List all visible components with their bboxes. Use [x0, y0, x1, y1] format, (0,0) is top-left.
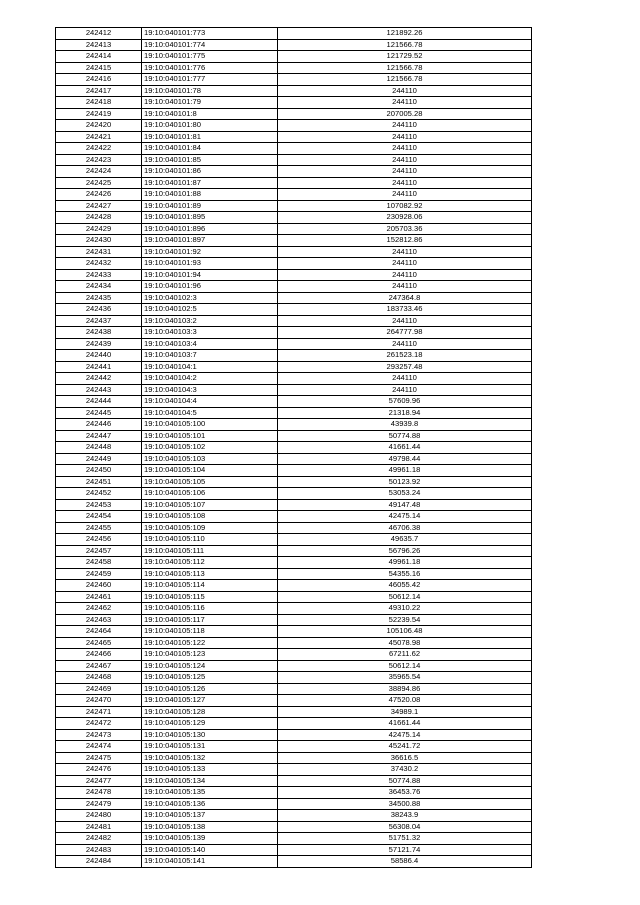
cadastral-value-cell: 49961.18 — [278, 557, 532, 569]
row-number-cell: 242438 — [56, 327, 142, 339]
cadastral-number-cell: 19:10:040104:2 — [142, 373, 278, 385]
cadastral-value-cell: 105106.48 — [278, 626, 532, 638]
cadastral-number-cell: 19:10:040101:93 — [142, 258, 278, 270]
row-number-cell: 242432 — [56, 258, 142, 270]
cadastral-number-cell: 19:10:040105:110 — [142, 534, 278, 546]
cadastral-number-cell: 19:10:040105:128 — [142, 706, 278, 718]
row-number-cell: 242426 — [56, 189, 142, 201]
row-number-cell: 242416 — [56, 74, 142, 86]
table-row — [56, 568, 532, 580]
row-number-cell: 242453 — [56, 499, 142, 511]
row-number-cell: 242427 — [56, 200, 142, 212]
cadastral-value-cell: 34500.88 — [278, 798, 532, 810]
row-number-cell: 242465 — [56, 637, 142, 649]
row-number-cell: 242463 — [56, 614, 142, 626]
cadastral-number-cell: 19:10:040105:137 — [142, 810, 278, 822]
cadastral-number-cell: 19:10:040101:897 — [142, 235, 278, 247]
table-row — [56, 545, 532, 557]
cadastral-value-cell: 244110 — [278, 338, 532, 350]
cadastral-value-cell: 244110 — [278, 131, 532, 143]
cadastral-number-cell: 19:10:040105:141 — [142, 856, 278, 868]
row-number-cell: 242447 — [56, 430, 142, 442]
row-number-cell: 242421 — [56, 131, 142, 143]
table-row — [56, 695, 532, 707]
cadastral-value-cell: 41661.44 — [278, 718, 532, 730]
table-body — [56, 28, 532, 868]
cadastral-number-cell: 19:10:040105:115 — [142, 591, 278, 603]
row-number-cell: 242422 — [56, 143, 142, 155]
row-number-cell: 242470 — [56, 695, 142, 707]
cadastral-number-cell: 19:10:040101:78 — [142, 85, 278, 97]
table-row — [56, 557, 532, 569]
table-row — [56, 649, 532, 661]
cadastral-number-cell: 19:10:040101:776 — [142, 62, 278, 74]
table-row — [56, 258, 532, 270]
cadastral-value-cell: 244110 — [278, 189, 532, 201]
row-number-cell: 242437 — [56, 315, 142, 327]
cadastral-value-cell: 38894.86 — [278, 683, 532, 695]
cadastral-value-cell: 46706.38 — [278, 522, 532, 534]
table-row — [56, 39, 532, 51]
cadastral-number-cell: 19:10:040105:106 — [142, 488, 278, 500]
cadastral-number-cell: 19:10:040105:133 — [142, 764, 278, 776]
row-number-cell: 242419 — [56, 108, 142, 120]
row-number-cell: 242450 — [56, 465, 142, 477]
cadastral-value-cell: 51751.32 — [278, 833, 532, 845]
cadastral-value-cell: 49310.22 — [278, 603, 532, 615]
table-row — [56, 108, 532, 120]
table-row — [56, 511, 532, 523]
cadastral-number-cell: 19:10:040104:4 — [142, 396, 278, 408]
table-row — [56, 407, 532, 419]
row-number-cell: 242464 — [56, 626, 142, 638]
table-row — [56, 856, 532, 868]
cadastral-value-cell: 50774.88 — [278, 775, 532, 787]
cadastral-number-cell: 19:10:040105:138 — [142, 821, 278, 833]
table-row — [56, 787, 532, 799]
cadastral-value-cell: 121729.52 — [278, 51, 532, 63]
cadastral-number-cell: 19:10:040101:88 — [142, 189, 278, 201]
cadastral-number-cell: 19:10:040105:103 — [142, 453, 278, 465]
table-row — [56, 235, 532, 247]
cadastral-value-cell: 38243.9 — [278, 810, 532, 822]
cadastral-number-cell: 19:10:040101:79 — [142, 97, 278, 109]
table-row — [56, 189, 532, 201]
row-number-cell: 242435 — [56, 292, 142, 304]
table-row — [56, 614, 532, 626]
table-row — [56, 212, 532, 224]
table-row — [56, 764, 532, 776]
row-number-cell: 242452 — [56, 488, 142, 500]
cadastral-number-cell: 19:10:040101:773 — [142, 28, 278, 40]
cadastral-value-cell: 121566.78 — [278, 39, 532, 51]
row-number-cell: 242431 — [56, 246, 142, 258]
row-number-cell: 242466 — [56, 649, 142, 661]
table-row — [56, 315, 532, 327]
row-number-cell: 242446 — [56, 419, 142, 431]
cadastral-number-cell: 19:10:040105:104 — [142, 465, 278, 477]
table-row — [56, 522, 532, 534]
table-row — [56, 177, 532, 189]
row-number-cell: 242461 — [56, 591, 142, 603]
cadastral-number-cell: 19:10:040105:116 — [142, 603, 278, 615]
table-row — [56, 304, 532, 316]
cadastral-value-cell: 244110 — [278, 120, 532, 132]
table-row — [56, 683, 532, 695]
cadastral-value-cell: 244110 — [278, 258, 532, 270]
row-number-cell: 242455 — [56, 522, 142, 534]
row-number-cell: 242473 — [56, 729, 142, 741]
cadastral-number-cell: 19:10:040101:96 — [142, 281, 278, 293]
row-number-cell: 242460 — [56, 580, 142, 592]
cadastral-value-cell: 244110 — [278, 373, 532, 385]
row-number-cell: 242475 — [56, 752, 142, 764]
cadastral-value-cell: 264777.98 — [278, 327, 532, 339]
row-number-cell: 242483 — [56, 844, 142, 856]
cadastral-value-cell: 230928.06 — [278, 212, 532, 224]
table-row — [56, 718, 532, 730]
cadastral-number-cell: 19:10:040101:94 — [142, 269, 278, 281]
cadastral-value-cell: 45078.98 — [278, 637, 532, 649]
cadastral-value-cell: 50123.92 — [278, 476, 532, 488]
table-row — [56, 373, 532, 385]
cadastral-value-cell: 53053.24 — [278, 488, 532, 500]
cadastral-number-cell: 19:10:040103:7 — [142, 350, 278, 362]
cadastral-value-cell: 56796.26 — [278, 545, 532, 557]
table-row — [56, 775, 532, 787]
cadastral-number-cell: 19:10:040105:140 — [142, 844, 278, 856]
cadastral-value-cell: 244110 — [278, 154, 532, 166]
row-number-cell: 242439 — [56, 338, 142, 350]
cadastral-number-cell: 19:10:040101:8 — [142, 108, 278, 120]
table-row — [56, 361, 532, 373]
cadastral-value-cell: 244110 — [278, 246, 532, 258]
row-number-cell: 242433 — [56, 269, 142, 281]
row-number-cell: 242469 — [56, 683, 142, 695]
cadastral-value-cell: 56308.04 — [278, 821, 532, 833]
cadastral-value-cell: 244110 — [278, 143, 532, 155]
row-number-cell: 242414 — [56, 51, 142, 63]
row-number-cell: 242442 — [56, 373, 142, 385]
cadastral-number-cell: 19:10:040105:126 — [142, 683, 278, 695]
cadastral-value-cell: 47520.08 — [278, 695, 532, 707]
cadastral-value-cell: 35965.54 — [278, 672, 532, 684]
cadastral-number-cell: 19:10:040105:131 — [142, 741, 278, 753]
cadastral-number-cell: 19:10:040104:1 — [142, 361, 278, 373]
cadastral-value-cell: 21318.94 — [278, 407, 532, 419]
cadastral-value-table — [55, 27, 532, 868]
row-number-cell: 242451 — [56, 476, 142, 488]
cadastral-number-cell: 19:10:040105:118 — [142, 626, 278, 638]
cadastral-value-cell: 244110 — [278, 97, 532, 109]
table-row — [56, 74, 532, 86]
table-row — [56, 488, 532, 500]
cadastral-value-cell: 36453.76 — [278, 787, 532, 799]
table-row — [56, 154, 532, 166]
cadastral-number-cell: 19:10:040101:774 — [142, 39, 278, 51]
cadastral-number-cell: 19:10:040103:4 — [142, 338, 278, 350]
row-number-cell: 242441 — [56, 361, 142, 373]
row-number-cell: 242471 — [56, 706, 142, 718]
cadastral-value-cell: 42475.14 — [278, 729, 532, 741]
row-number-cell: 242478 — [56, 787, 142, 799]
table-row — [56, 419, 532, 431]
cadastral-number-cell: 19:10:040101:775 — [142, 51, 278, 63]
table-row — [56, 131, 532, 143]
table-row — [56, 62, 532, 74]
table-row — [56, 223, 532, 235]
table-row — [56, 281, 532, 293]
cadastral-value-cell: 207005.28 — [278, 108, 532, 120]
row-number-cell: 242415 — [56, 62, 142, 74]
cadastral-number-cell: 19:10:040105:123 — [142, 649, 278, 661]
row-number-cell: 242479 — [56, 798, 142, 810]
table-row — [56, 442, 532, 454]
cadastral-number-cell: 19:10:040105:117 — [142, 614, 278, 626]
row-number-cell: 242454 — [56, 511, 142, 523]
row-number-cell: 242444 — [56, 396, 142, 408]
cadastral-value-cell: 152812.86 — [278, 235, 532, 247]
cadastral-value-cell: 244110 — [278, 85, 532, 97]
cadastral-number-cell: 19:10:040105:122 — [142, 637, 278, 649]
cadastral-number-cell: 19:10:040101:84 — [142, 143, 278, 155]
table-row — [56, 534, 532, 546]
cadastral-value-cell: 50774.88 — [278, 430, 532, 442]
cadastral-number-cell: 19:10:040104:3 — [142, 384, 278, 396]
cadastral-value-cell: 50612.14 — [278, 591, 532, 603]
table-row — [56, 269, 532, 281]
cadastral-number-cell: 19:10:040105:139 — [142, 833, 278, 845]
cadastral-value-cell: 244110 — [278, 384, 532, 396]
row-number-cell: 242449 — [56, 453, 142, 465]
cadastral-number-cell: 19:10:040101:777 — [142, 74, 278, 86]
cadastral-number-cell: 19:10:040103:2 — [142, 315, 278, 327]
row-number-cell: 242424 — [56, 166, 142, 178]
row-number-cell: 242468 — [56, 672, 142, 684]
cadastral-number-cell: 19:10:040105:105 — [142, 476, 278, 488]
cadastral-value-cell: 37430.2 — [278, 764, 532, 776]
table-row — [56, 821, 532, 833]
document-page — [55, 27, 531, 868]
row-number-cell: 242430 — [56, 235, 142, 247]
cadastral-number-cell: 19:10:040102:3 — [142, 292, 278, 304]
row-number-cell: 242440 — [56, 350, 142, 362]
table-row — [56, 591, 532, 603]
cadastral-number-cell: 19:10:040103:3 — [142, 327, 278, 339]
cadastral-number-cell: 19:10:040101:92 — [142, 246, 278, 258]
cadastral-number-cell: 19:10:040105:132 — [142, 752, 278, 764]
cadastral-number-cell: 19:10:040101:81 — [142, 131, 278, 143]
row-number-cell: 242420 — [56, 120, 142, 132]
cadastral-number-cell: 19:10:040105:127 — [142, 695, 278, 707]
cadastral-value-cell: 121892.26 — [278, 28, 532, 40]
table-row — [56, 741, 532, 753]
row-number-cell: 242413 — [56, 39, 142, 51]
cadastral-value-cell: 52239.54 — [278, 614, 532, 626]
table-row — [56, 798, 532, 810]
row-number-cell: 242484 — [56, 856, 142, 868]
cadastral-number-cell: 19:10:040101:87 — [142, 177, 278, 189]
table-row — [56, 706, 532, 718]
cadastral-value-cell: 293257.48 — [278, 361, 532, 373]
cadastral-number-cell: 19:10:040101:86 — [142, 166, 278, 178]
cadastral-number-cell: 19:10:040105:112 — [142, 557, 278, 569]
row-number-cell: 242412 — [56, 28, 142, 40]
cadastral-value-cell: 247364.8 — [278, 292, 532, 304]
cadastral-value-cell: 45241.72 — [278, 741, 532, 753]
row-number-cell: 242448 — [56, 442, 142, 454]
cadastral-value-cell: 57609.96 — [278, 396, 532, 408]
cadastral-value-cell: 244110 — [278, 177, 532, 189]
table-row — [56, 660, 532, 672]
row-number-cell: 242481 — [56, 821, 142, 833]
row-number-cell: 242434 — [56, 281, 142, 293]
cadastral-value-cell: 121566.78 — [278, 62, 532, 74]
row-number-cell: 242474 — [56, 741, 142, 753]
table-row — [56, 430, 532, 442]
cadastral-number-cell: 19:10:040105:125 — [142, 672, 278, 684]
table-row — [56, 752, 532, 764]
table-row — [56, 350, 532, 362]
row-number-cell: 242445 — [56, 407, 142, 419]
cadastral-value-cell: 244110 — [278, 269, 532, 281]
table-row — [56, 143, 532, 155]
table-row — [56, 51, 532, 63]
cadastral-number-cell: 19:10:040105:102 — [142, 442, 278, 454]
table-row — [56, 97, 532, 109]
row-number-cell: 242423 — [56, 154, 142, 166]
cadastral-number-cell: 19:10:040105:134 — [142, 775, 278, 787]
cadastral-number-cell: 19:10:040105:129 — [142, 718, 278, 730]
table-row — [56, 810, 532, 822]
row-number-cell: 242425 — [56, 177, 142, 189]
row-number-cell: 242429 — [56, 223, 142, 235]
table-row — [56, 844, 532, 856]
cadastral-number-cell: 19:10:040105:113 — [142, 568, 278, 580]
cadastral-value-cell: 57121.74 — [278, 844, 532, 856]
cadastral-number-cell: 19:10:040105:135 — [142, 787, 278, 799]
table-row — [56, 28, 532, 40]
table-row — [56, 120, 532, 132]
row-number-cell: 242436 — [56, 304, 142, 316]
row-number-cell: 242467 — [56, 660, 142, 672]
table-row — [56, 833, 532, 845]
cadastral-value-cell: 244110 — [278, 166, 532, 178]
cadastral-value-cell: 34989.1 — [278, 706, 532, 718]
row-number-cell: 242462 — [56, 603, 142, 615]
table-row — [56, 476, 532, 488]
cadastral-value-cell: 46055.42 — [278, 580, 532, 592]
cadastral-value-cell: 50612.14 — [278, 660, 532, 672]
row-number-cell: 242459 — [56, 568, 142, 580]
table-row — [56, 327, 532, 339]
row-number-cell: 242477 — [56, 775, 142, 787]
cadastral-number-cell: 19:10:040105:114 — [142, 580, 278, 592]
cadastral-value-cell: 36616.5 — [278, 752, 532, 764]
cadastral-value-cell: 244110 — [278, 315, 532, 327]
table-row — [56, 200, 532, 212]
cadastral-value-cell: 205703.36 — [278, 223, 532, 235]
cadastral-value-cell: 183733.46 — [278, 304, 532, 316]
row-number-cell: 242472 — [56, 718, 142, 730]
table-row — [56, 338, 532, 350]
cadastral-number-cell: 19:10:040101:89 — [142, 200, 278, 212]
cadastral-number-cell: 19:10:040105:111 — [142, 545, 278, 557]
cadastral-number-cell: 19:10:040102:5 — [142, 304, 278, 316]
row-number-cell: 242417 — [56, 85, 142, 97]
cadastral-value-cell: 54355.16 — [278, 568, 532, 580]
cadastral-value-cell: 121566.78 — [278, 74, 532, 86]
cadastral-value-cell: 41661.44 — [278, 442, 532, 454]
row-number-cell: 242456 — [56, 534, 142, 546]
row-number-cell: 242418 — [56, 97, 142, 109]
cadastral-value-cell: 261523.18 — [278, 350, 532, 362]
row-number-cell: 242480 — [56, 810, 142, 822]
table-row — [56, 396, 532, 408]
table-row — [56, 85, 532, 97]
cadastral-number-cell: 19:10:040105:100 — [142, 419, 278, 431]
cadastral-number-cell: 19:10:040101:80 — [142, 120, 278, 132]
cadastral-number-cell: 19:10:040101:895 — [142, 212, 278, 224]
cadastral-number-cell: 19:10:040105:108 — [142, 511, 278, 523]
row-number-cell: 242428 — [56, 212, 142, 224]
cadastral-number-cell: 19:10:040101:85 — [142, 154, 278, 166]
table-row — [56, 499, 532, 511]
cadastral-number-cell: 19:10:040105:101 — [142, 430, 278, 442]
row-number-cell: 242443 — [56, 384, 142, 396]
cadastral-value-cell: 58586.4 — [278, 856, 532, 868]
cadastral-number-cell: 19:10:040105:136 — [142, 798, 278, 810]
table-row — [56, 580, 532, 592]
table-row — [56, 603, 532, 615]
table-row — [56, 453, 532, 465]
cadastral-number-cell: 19:10:040104:5 — [142, 407, 278, 419]
cadastral-number-cell: 19:10:040105:107 — [142, 499, 278, 511]
cadastral-value-cell: 43939.8 — [278, 419, 532, 431]
cadastral-value-cell: 49961.18 — [278, 465, 532, 477]
cadastral-value-cell: 67211.62 — [278, 649, 532, 661]
table-row — [56, 292, 532, 304]
row-number-cell: 242458 — [56, 557, 142, 569]
cadastral-number-cell: 19:10:040105:130 — [142, 729, 278, 741]
cadastral-value-cell: 107082.92 — [278, 200, 532, 212]
cadastral-number-cell: 19:10:040105:124 — [142, 660, 278, 672]
table-row — [56, 384, 532, 396]
cadastral-value-cell: 49635.7 — [278, 534, 532, 546]
row-number-cell: 242482 — [56, 833, 142, 845]
row-number-cell: 242457 — [56, 545, 142, 557]
cadastral-value-cell: 42475.14 — [278, 511, 532, 523]
table-row — [56, 246, 532, 258]
cadastral-value-cell: 49147.48 — [278, 499, 532, 511]
row-number-cell: 242476 — [56, 764, 142, 776]
cadastral-number-cell: 19:10:040101:896 — [142, 223, 278, 235]
table-row — [56, 465, 532, 477]
table-row — [56, 672, 532, 684]
cadastral-value-cell: 244110 — [278, 281, 532, 293]
table-row — [56, 637, 532, 649]
cadastral-value-cell: 49798.44 — [278, 453, 532, 465]
table-row — [56, 729, 532, 741]
table-row — [56, 626, 532, 638]
table-row — [56, 166, 532, 178]
cadastral-number-cell: 19:10:040105:109 — [142, 522, 278, 534]
